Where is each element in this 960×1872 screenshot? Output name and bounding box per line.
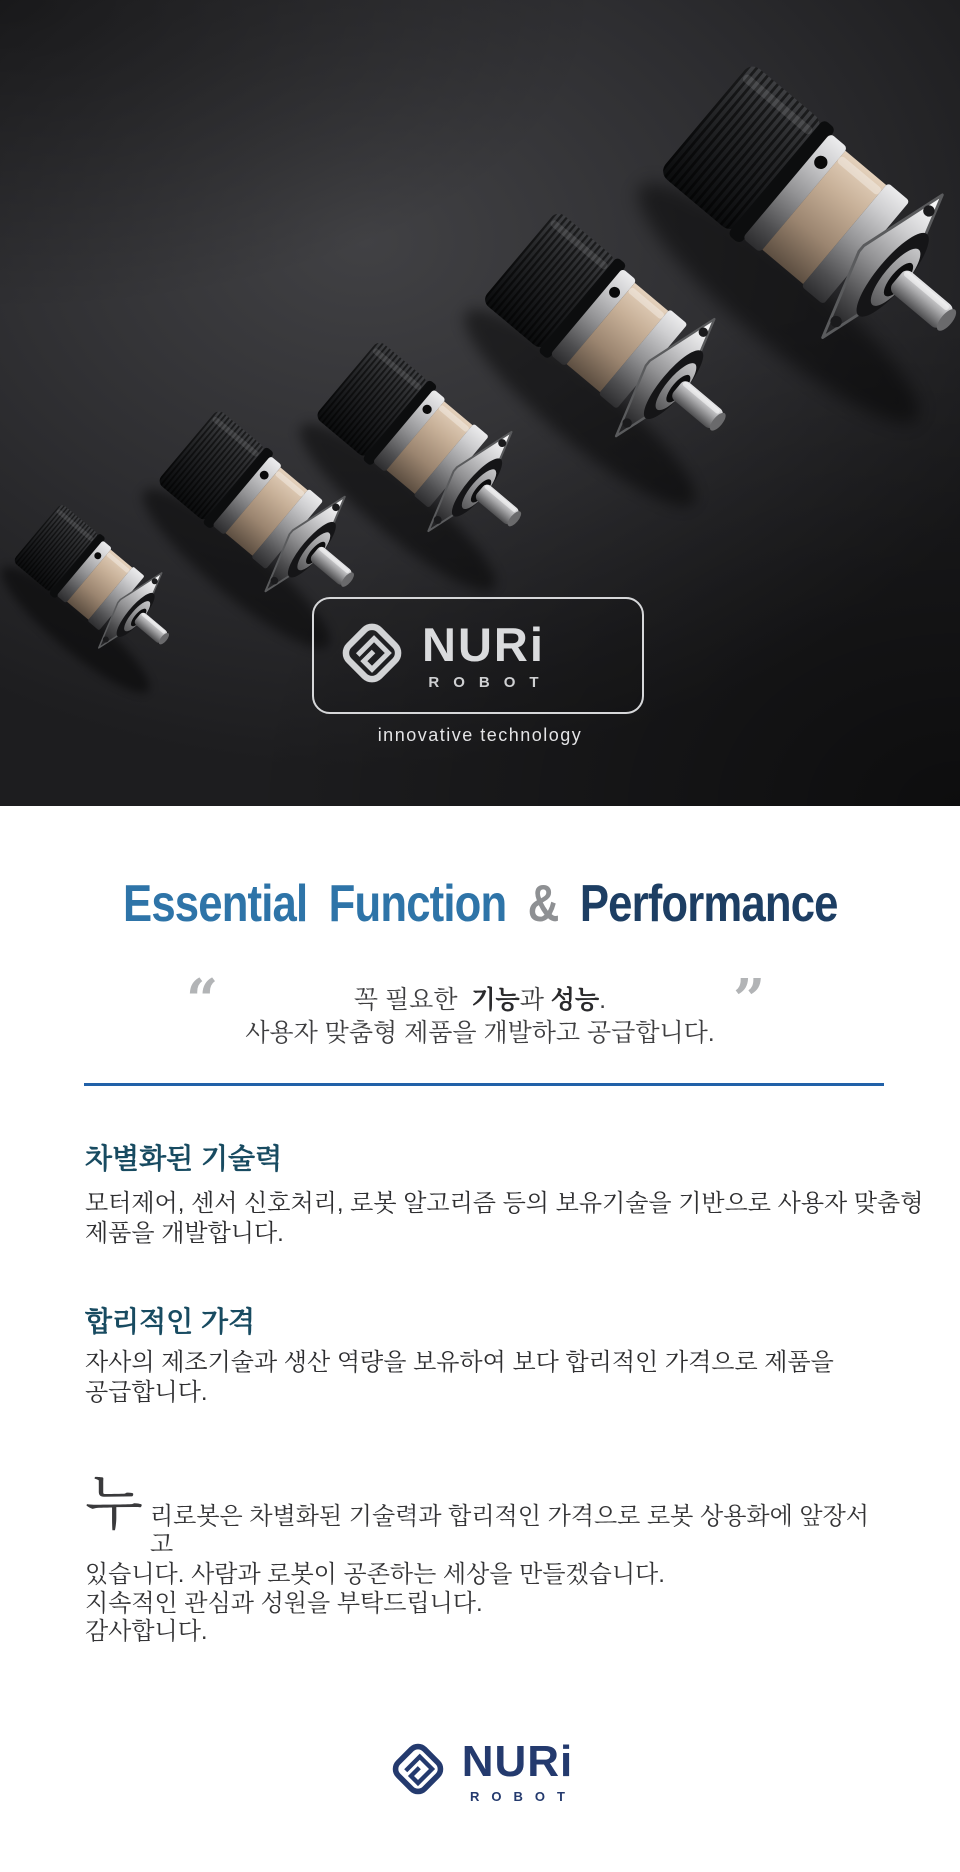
footer-brand-text: NURi <box>461 1737 574 1786</box>
closing-line-2: 있습니다. 사람과 로봇이 공존하는 세상을 만들겠습니다. <box>85 1561 665 1588</box>
title-part-blue: Essential Function <box>122 875 507 933</box>
badge-wordmark <box>422 618 553 691</box>
thanks-paragraph <box>85 1590 483 1646</box>
badge-brand-text: NURi <box>422 618 545 671</box>
section-heading-technology: 차별화된 기술력 <box>85 1143 283 1174</box>
title-part-navy: Performance <box>579 875 838 933</box>
nuri-logo-mark-icon <box>336 617 408 694</box>
footer-sub-text: ROBOT <box>470 1789 577 1804</box>
footer-wordmark <box>461 1737 577 1804</box>
tagline: innovative technology <box>377 725 583 745</box>
dropcap: 누 <box>85 1470 143 1537</box>
section-divider <box>84 1083 884 1086</box>
page-title <box>0 875 960 933</box>
thanks-line-2: 감사합니다. <box>85 1618 208 1645</box>
section-body-line: 공급합니다. <box>85 1379 208 1406</box>
closing-line-1: 리로봇은 차별화된 기술력과 합리적인 가격으로 로봇 상용화에 앞장서고 <box>149 1503 869 1558</box>
footer-logo <box>0 1738 960 1805</box>
section-body-line: 제품을 개발합니다. <box>85 1220 284 1247</box>
close-quote-icon: ” <box>733 967 766 1033</box>
hero-section <box>0 0 960 806</box>
section-body-price <box>85 1348 834 1408</box>
title-ampersand: & <box>527 875 559 933</box>
section-heading-price: 합리적인 가격 <box>85 1306 256 1337</box>
closing-paragraph <box>85 1470 885 1589</box>
quote-line-2: 사용자 맞춤형 제품을 개발하고 공급합니다. <box>245 1019 715 1047</box>
nuri-logo-badge <box>312 597 644 714</box>
thanks-line-1: 지속적인 관심과 성원을 부탁드립니다. <box>85 1590 483 1617</box>
section-body-line: 자사의 제조기술과 생산 역량을 보유하여 보다 합리적인 가격으로 제품을 <box>85 1349 834 1376</box>
open-quote-icon: “ <box>186 967 219 1033</box>
nuri-logo-mark-icon <box>387 1738 449 1805</box>
section-body-line: 모터제어, 센서 신호처리, 로봇 알고리즘 등의 보유기술을 기반으로 사용자 맞춤형 <box>85 1190 924 1217</box>
badge-sub-text: ROBOT <box>428 674 553 691</box>
quote-text <box>0 984 960 1050</box>
section-body-technology <box>85 1189 923 1249</box>
quote-line-1: 꼭 필요한 기능과 성능. <box>353 986 607 1014</box>
